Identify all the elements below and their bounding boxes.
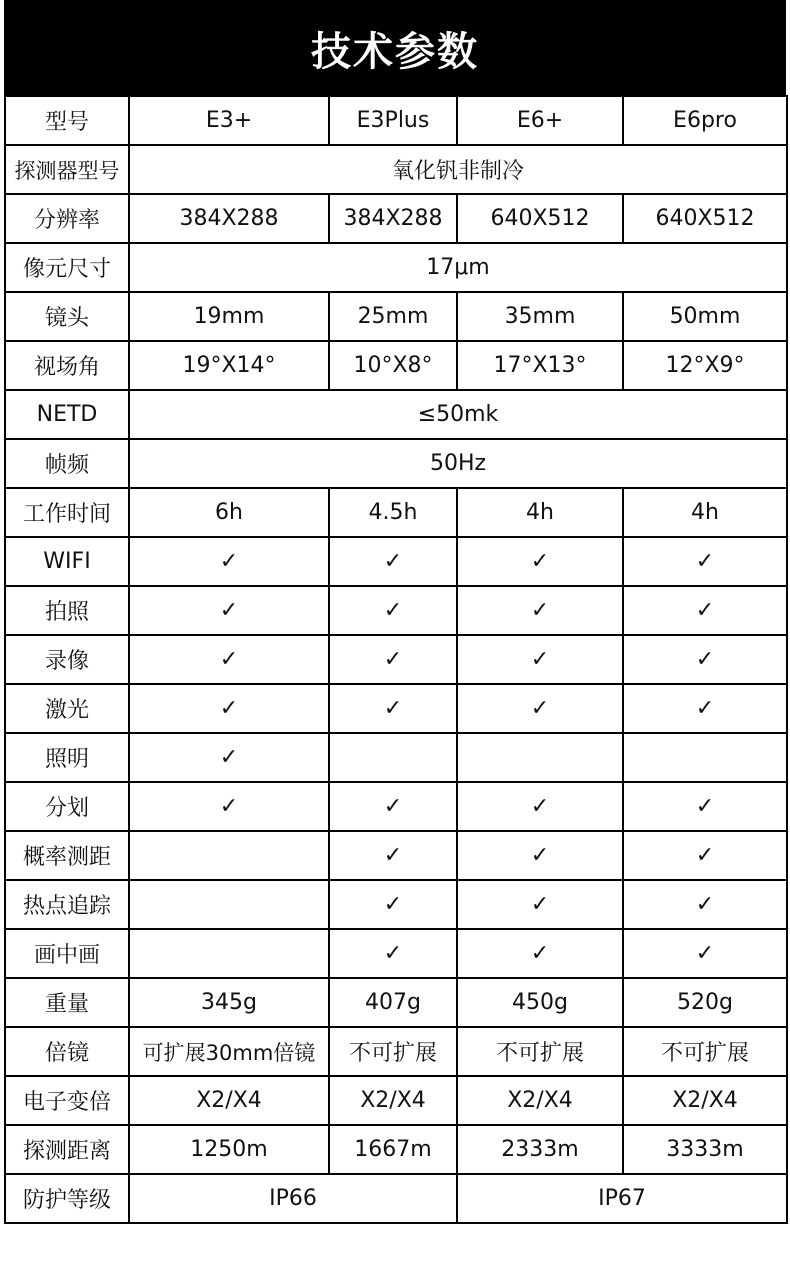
check-icon: ✓ (329, 782, 457, 831)
work-time-cell: 4h (457, 488, 623, 537)
row-label-extender: 倍镜 (5, 1027, 129, 1076)
pixel-size-value: 17μm (129, 243, 787, 292)
detect-range-cell: 2333m (457, 1125, 623, 1174)
extender-cell: 不可扩展 (623, 1027, 787, 1076)
row-label-netd: NETD (5, 390, 129, 439)
table-row-zoom (5, 1076, 787, 1125)
check-icon: ✓ (329, 684, 457, 733)
title-bar (4, 0, 786, 96)
resolution-cell: 384X288 (329, 194, 457, 243)
lens-cell: 25mm (329, 292, 457, 341)
protection-cell: IP66 (129, 1174, 457, 1223)
row-label-illumination: 照明 (5, 733, 129, 782)
extender-cell: 不可扩展 (457, 1027, 623, 1076)
table-row-frame-rate (5, 439, 787, 488)
table-row-pip (5, 929, 787, 978)
zoom-cell: X2/X4 (329, 1076, 457, 1125)
check-icon: ✓ (623, 635, 787, 684)
detector-value: 氧化钒非制冷 (129, 145, 787, 194)
row-label-wifi: WIFI (5, 537, 129, 586)
empty-cell (457, 733, 623, 782)
work-time-cell: 4h (623, 488, 787, 537)
check-icon: ✓ (129, 635, 329, 684)
table-row-detector (5, 145, 787, 194)
check-icon: ✓ (623, 782, 787, 831)
table-row-reticle (5, 782, 787, 831)
row-label-protection: 防护等级 (5, 1174, 129, 1223)
table-row-video (5, 635, 787, 684)
row-label-video: 录像 (5, 635, 129, 684)
fov-cell: 12°X9° (623, 341, 787, 390)
lens-cell: 35mm (457, 292, 623, 341)
table-row-model (5, 96, 787, 145)
model-cell: E6pro (623, 96, 787, 145)
table-row-netd (5, 390, 787, 439)
check-icon: ✓ (623, 684, 787, 733)
extender-cell: 可扩展30mm倍镜 (129, 1027, 329, 1076)
empty-cell (329, 733, 457, 782)
row-label-resolution: 分辨率 (5, 194, 129, 243)
model-cell: E3+ (129, 96, 329, 145)
empty-cell (129, 880, 329, 929)
resolution-cell: 384X288 (129, 194, 329, 243)
weight-cell: 345g (129, 978, 329, 1027)
row-label-reticle: 分划 (5, 782, 129, 831)
check-icon: ✓ (129, 782, 329, 831)
check-icon: ✓ (457, 782, 623, 831)
spec-table (4, 95, 788, 1224)
check-icon: ✓ (129, 537, 329, 586)
check-icon: ✓ (329, 586, 457, 635)
check-icon: ✓ (329, 880, 457, 929)
table-row-weight (5, 978, 787, 1027)
detect-range-cell: 1250m (129, 1125, 329, 1174)
weight-cell: 520g (623, 978, 787, 1027)
check-icon: ✓ (623, 831, 787, 880)
table-row-wifi (5, 537, 787, 586)
check-icon: ✓ (329, 635, 457, 684)
check-icon: ✓ (129, 684, 329, 733)
table-row-fov (5, 341, 787, 390)
check-icon: ✓ (129, 586, 329, 635)
empty-cell (129, 929, 329, 978)
fov-cell: 17°X13° (457, 341, 623, 390)
check-icon: ✓ (329, 831, 457, 880)
fov-cell: 10°X8° (329, 341, 457, 390)
protection-cell: IP67 (457, 1174, 787, 1223)
lens-cell: 19mm (129, 292, 329, 341)
weight-cell: 407g (329, 978, 457, 1027)
check-icon: ✓ (329, 929, 457, 978)
row-label-pixel-size: 像元尺寸 (5, 243, 129, 292)
check-icon: ✓ (457, 929, 623, 978)
check-icon: ✓ (457, 537, 623, 586)
empty-cell (623, 733, 787, 782)
resolution-cell: 640X512 (457, 194, 623, 243)
table-row-laser (5, 684, 787, 733)
row-label-model: 型号 (5, 96, 129, 145)
lens-cell: 50mm (623, 292, 787, 341)
table-row-protection (5, 1174, 787, 1223)
table-row-work-time (5, 488, 787, 537)
model-cell: E3Plus (329, 96, 457, 145)
row-label-photo: 拍照 (5, 586, 129, 635)
resolution-cell: 640X512 (623, 194, 787, 243)
row-label-work-time: 工作时间 (5, 488, 129, 537)
row-label-weight: 重量 (5, 978, 129, 1027)
check-icon: ✓ (623, 537, 787, 586)
extender-cell: 不可扩展 (329, 1027, 457, 1076)
table-row-illumination (5, 733, 787, 782)
row-label-lens: 镜头 (5, 292, 129, 341)
table-row-extender (5, 1027, 787, 1076)
zoom-cell: X2/X4 (457, 1076, 623, 1125)
work-time-cell: 4.5h (329, 488, 457, 537)
check-icon: ✓ (457, 586, 623, 635)
check-icon: ✓ (457, 831, 623, 880)
work-time-cell: 6h (129, 488, 329, 537)
table-row-ranging (5, 831, 787, 880)
row-label-frame-rate: 帧频 (5, 439, 129, 488)
row-label-zoom: 电子变倍 (5, 1076, 129, 1125)
check-icon: ✓ (457, 684, 623, 733)
fov-cell: 19°X14° (129, 341, 329, 390)
table-row-resolution (5, 194, 787, 243)
row-label-fov: 视场角 (5, 341, 129, 390)
check-icon: ✓ (329, 537, 457, 586)
check-icon: ✓ (623, 586, 787, 635)
row-label-detector: 探测器型号 (5, 145, 129, 194)
table-row-detect-range (5, 1125, 787, 1174)
empty-cell (129, 831, 329, 880)
zoom-cell: X2/X4 (623, 1076, 787, 1125)
detect-range-cell: 1667m (329, 1125, 457, 1174)
check-icon: ✓ (623, 880, 787, 929)
weight-cell: 450g (457, 978, 623, 1027)
row-label-detect-range: 探测距离 (5, 1125, 129, 1174)
frame-rate-value: 50Hz (129, 439, 787, 488)
row-label-pip: 画中画 (5, 929, 129, 978)
row-label-laser: 激光 (5, 684, 129, 733)
row-label-ranging: 概率测距 (5, 831, 129, 880)
check-icon: ✓ (623, 929, 787, 978)
check-icon: ✓ (457, 880, 623, 929)
table-row-photo (5, 586, 787, 635)
check-icon: ✓ (129, 733, 329, 782)
table-row-lens (5, 292, 787, 341)
zoom-cell: X2/X4 (129, 1076, 329, 1125)
page-title: 技术参数 (311, 28, 479, 75)
row-label-hot-tracking: 热点追踪 (5, 880, 129, 929)
netd-value: ≤50mk (129, 390, 787, 439)
table-row-pixel-size (5, 243, 787, 292)
check-icon: ✓ (457, 635, 623, 684)
detect-range-cell: 3333m (623, 1125, 787, 1174)
model-cell: E6+ (457, 96, 623, 145)
table-row-hot-tracking (5, 880, 787, 929)
